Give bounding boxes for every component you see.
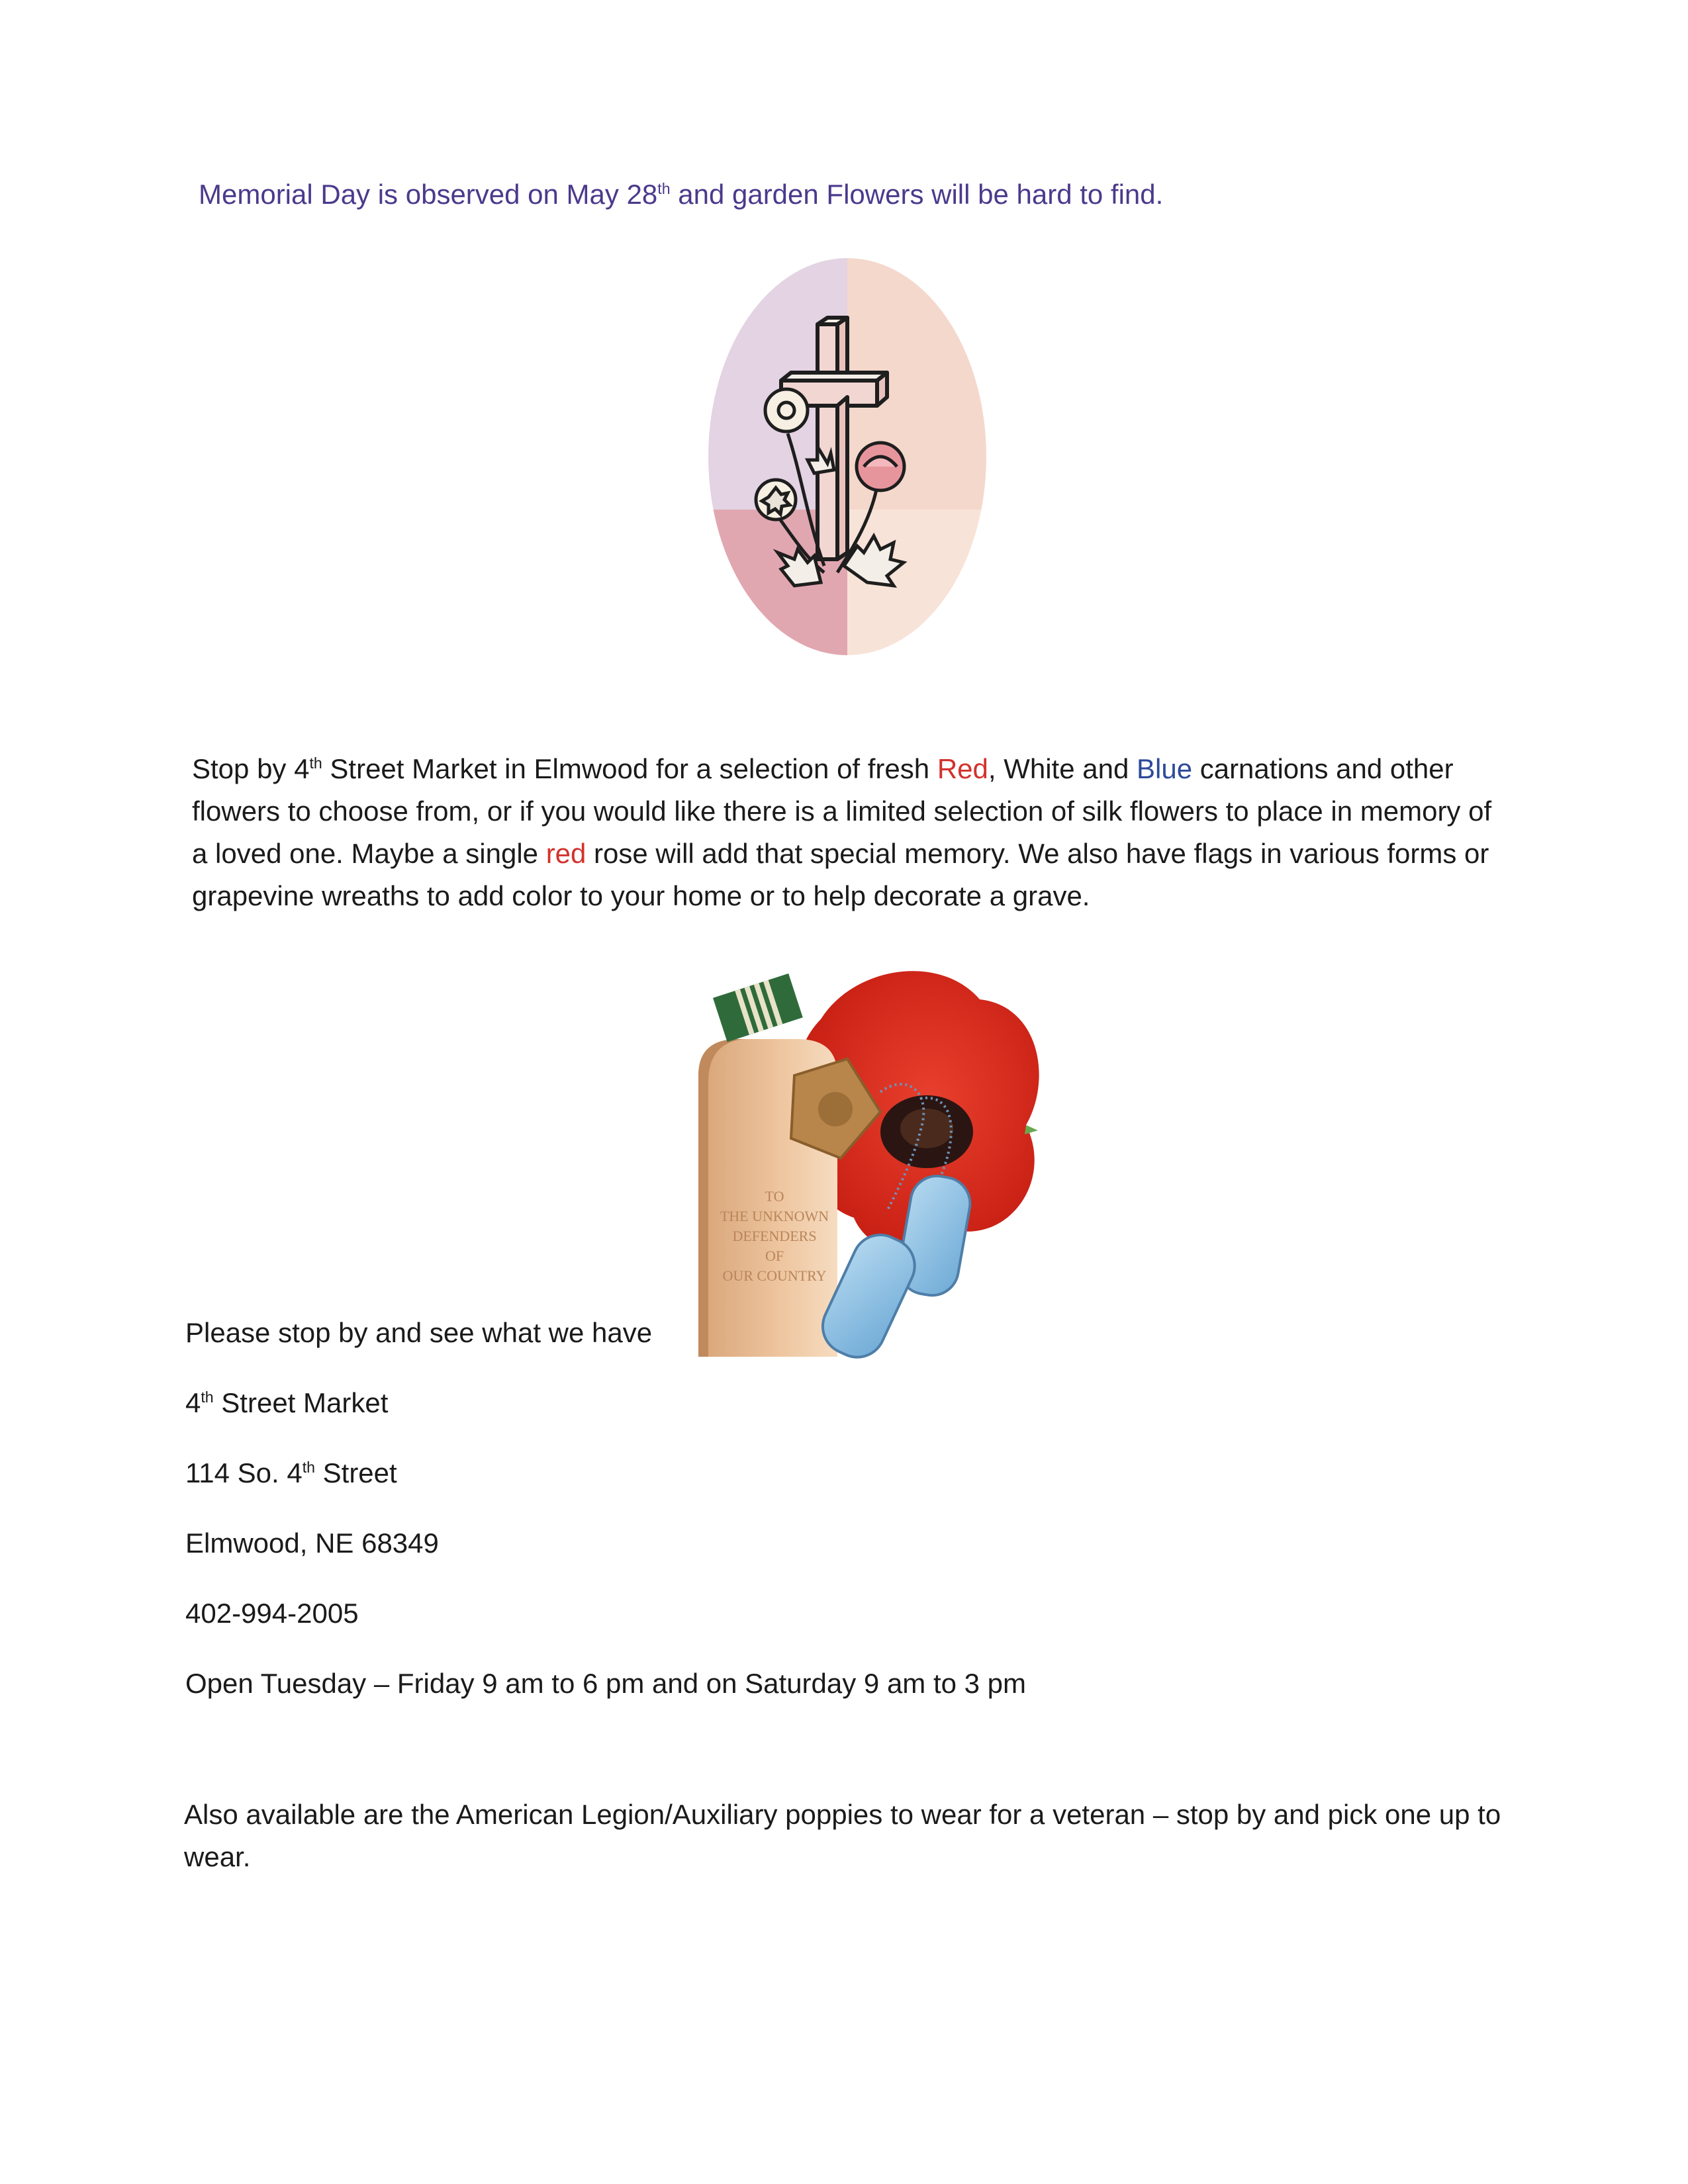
intro-text-5: rose will add that special memory. We also have flags in various forms or grapevine wreaths to add color to your home or to help decorate a grave. [192, 838, 1489, 911]
store-address-sup: th [302, 1459, 315, 1476]
headline [199, 179, 1163, 210]
headline-sup: th [657, 180, 671, 197]
headstone-line-4: OF [765, 1248, 784, 1264]
intro-text-4: carnations and other flowers to choose from, or if you would like there is a limited selection of silk flowers to place in memory of a loved one. Maybe a single [192, 753, 1492, 869]
cross-flowers-illustration [702, 255, 993, 659]
invite-line: Please stop by and see what we have [185, 1317, 653, 1348]
intro-text-1: Stop by 4 [192, 753, 310, 784]
footer-paragraph: Also available are the American Legion/Auxiliary poppies to wear for a veteran – stop by and pick one up to wear. [184, 1799, 1501, 1872]
headstone-line-1: TO [765, 1188, 784, 1205]
store-name-post: Street Market [213, 1387, 389, 1418]
red-word-2: red [545, 838, 586, 869]
blue-word: Blue [1136, 753, 1193, 784]
memorial-illustration [682, 960, 1079, 1383]
store-hours: Open Tuesday – Friday 9 am to 6 pm and on Saturday 9 am to 3 pm [185, 1668, 1027, 1699]
store-name-sup: th [201, 1388, 214, 1406]
store-name [185, 1387, 388, 1419]
store-address-post: Street [314, 1457, 397, 1488]
store-name-pre: 4 [185, 1387, 201, 1418]
intro-text-2: Street Market in Elmwood for a selection of fresh [322, 753, 937, 784]
headstone-line-5: OUR COUNTRY [722, 1267, 827, 1284]
headline-text: Memorial Day is observed on May 28 [199, 179, 658, 210]
store-address [185, 1457, 397, 1489]
intro-text-3: , White and [988, 753, 1137, 784]
intro-sup: th [309, 754, 322, 772]
intro-paragraph [192, 748, 1509, 917]
headstone-line-2: THE UNKNOWN [720, 1208, 829, 1224]
store-phone: 402-994-2005 [185, 1598, 359, 1629]
store-address-pre: 114 So. 4 [185, 1457, 303, 1488]
store-city: Elmwood, NE 68349 [185, 1527, 439, 1559]
red-word: Red [937, 753, 988, 784]
headstone-line-3: DEFENDERS [732, 1228, 817, 1244]
headline-text-end: and garden Flowers will be hard to find. [670, 179, 1164, 210]
